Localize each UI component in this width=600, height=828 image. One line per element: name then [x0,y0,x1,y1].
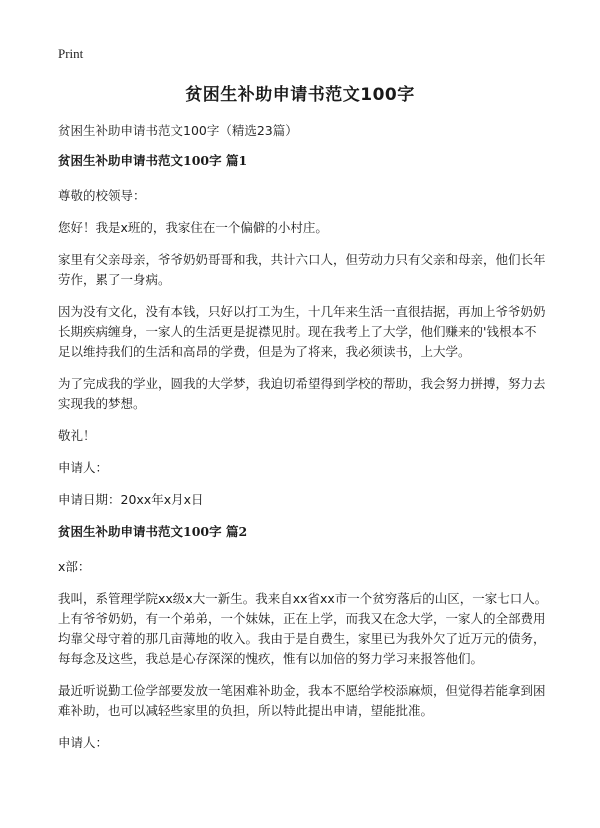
salutation: x部： [58,559,91,574]
applicant-line: 申请人： [58,735,109,750]
section-heading: 贫困生补助申请书范文100字 篇2 [58,524,248,539]
body-paragraph: 家里有父亲母亲，爷爷奶奶哥哥和我，共计六口人，但劳动力只有父亲和母亲，他们长年劳作，累了一身病。 [58,252,546,287]
application-date: 申请日期：20xx年x月x日 [58,492,204,507]
body-paragraph: 我叫，系管理学院xx级x大一新生。我来自xx省xx市一个贫穷落后的山区，一家七口人。上有爷爷奶奶，有一个弟弟，一个妹妹，正在上学，而我又在念大学，一家人的全部费用均靠父母守着的那几亩薄地的收入。我由于是自费生，家里已为我外欠了近万元的债务，每每念及这些，我总是心存深深的愧疚，惟有以加倍的努力学习来报答他们。 [58,591,548,666]
body-paragraph: 您好！我是x班的，我家住在一个偏僻的小村庄。 [58,220,328,235]
salutation: 尊敬的校领导： [58,188,146,203]
document-body [58,151,548,765]
print-link[interactable]: Print [58,46,84,61]
section-heading: 贫困生补助申请书范文100字 篇1 [58,153,248,168]
body-paragraph: 最近听说勤工俭学部要发放一笔困难补助金，我本不愿给学校添麻烦，但觉得若能拿到困难补助，也可以减轻些家里的负担，所以特此提出申请，望能批准。 [58,683,546,718]
closing: 敬礼！ [58,428,96,443]
applicant-line: 申请人： [58,460,109,475]
page-title: 贫困生补助申请书范文100字 [185,85,415,105]
body-paragraph: 因为没有文化，没有本钱，只好以打工为生，十几年来生活一直很拮据，再加上爷爷奶奶长期疾病缠身，一家人的生活更是捉襟见肘。现在我考上了大学，他们赚来的'钱根本不足以维持我们的生活和高昂的学费，但是为了将来，我必须读书，上大学。 [58,304,546,359]
body-paragraph: 为了完成我的学业，圆我的大学梦，我迫切希望得到学校的帮助，我会努力拼搏，努力去实现我的梦想。 [58,376,546,411]
page-subtitle: 贫困生补助申请书范文100字（精选23篇） [58,123,298,138]
